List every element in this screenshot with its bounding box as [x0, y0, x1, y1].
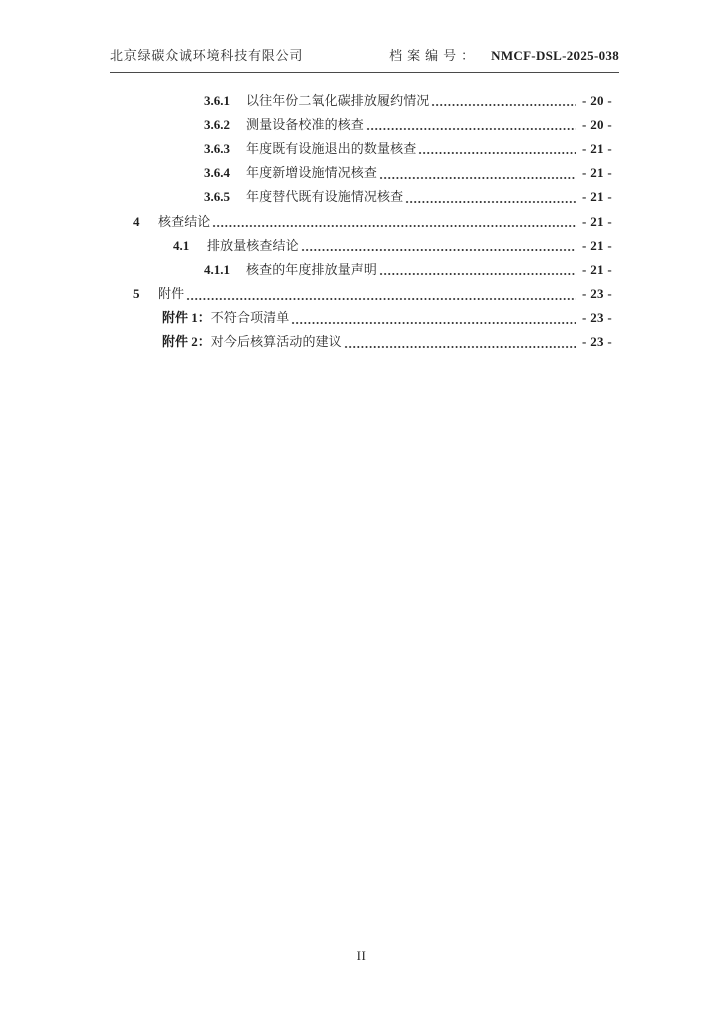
page-footer — [0, 948, 723, 964]
toc-entry-page: - 23 - — [582, 310, 612, 326]
toc — [110, 88, 617, 354]
toc-row — [110, 112, 617, 136]
toc-entry-number: 3.6.4 — [204, 165, 230, 181]
header-company-name: 北京绿碳众诚环境科技有限公司 — [110, 48, 304, 63]
toc-entry-page: - 23 - — [582, 286, 612, 302]
toc-entry-page: - 21 - — [582, 140, 612, 156]
footer-page-number: II — [356, 948, 367, 963]
page-header — [110, 48, 619, 73]
toc-entry-page: - 21 - — [582, 189, 612, 205]
toc-entry-page: - 21 - — [582, 261, 612, 277]
toc-entry-number: 3.6.1 — [204, 92, 230, 108]
toc-row — [110, 209, 617, 233]
dot-leader — [186, 282, 576, 306]
toc-entry-number: 3.6.3 — [204, 140, 230, 156]
toc-entry-title: 核查结论 — [158, 213, 211, 229]
toc-row — [110, 282, 617, 306]
dot-leader — [366, 112, 576, 136]
toc-entry-title: 对今后核算活动的建议 — [210, 334, 342, 350]
toc-row — [110, 257, 617, 281]
toc-entry-title: 不符合项清单 — [210, 310, 290, 326]
doc-number-value: NMCF-DSL-2025-038 — [491, 48, 619, 63]
doc-number-label: 档案编号： — [389, 48, 480, 63]
toc-entry-title: 附件 — [158, 286, 185, 302]
toc-entry-number: 3.6.5 — [204, 189, 230, 205]
toc-entry-page: - 21 - — [582, 213, 612, 229]
toc-row — [110, 136, 617, 160]
toc-entry-title: 年度既有设施退出的数量核查 — [246, 140, 417, 156]
toc-entry-number: 3.6.2 — [204, 116, 230, 132]
toc-row — [110, 185, 617, 209]
toc-entry-title: 以往年份二氧化碳排放履约情况 — [246, 92, 430, 108]
toc-entry-number: 附件 2： — [162, 334, 211, 350]
toc-entry-title: 年度替代既有设施情况核查 — [246, 189, 404, 205]
toc-row — [110, 88, 617, 112]
toc-entry-title: 测量设备校准的核查 — [246, 116, 364, 132]
toc-entry-page: - 23 - — [582, 334, 612, 350]
toc-entry-title: 年度新增设施情况核查 — [246, 165, 378, 181]
toc-entry-number: 5 — [133, 286, 140, 302]
toc-row — [110, 330, 617, 354]
dot-leader — [405, 185, 576, 209]
toc-entry-number: 4.1 — [173, 237, 190, 253]
dot-leader — [212, 209, 576, 233]
toc-entry-page: - 21 - — [582, 165, 612, 181]
toc-row — [110, 161, 617, 185]
toc-entry-title: 核查的年度排放量声明 — [246, 261, 378, 277]
toc-entry-title: 排放量核查结论 — [207, 237, 299, 253]
toc-row — [110, 306, 617, 330]
toc-entry-number: 4 — [133, 213, 140, 229]
toc-entry-page: - 20 - — [582, 116, 612, 132]
dot-leader — [379, 257, 576, 281]
toc-row — [110, 233, 617, 257]
dot-leader — [379, 161, 576, 185]
toc-entry-number: 4.1.1 — [204, 261, 230, 277]
dot-leader — [418, 136, 576, 160]
toc-entry-page: - 21 - — [582, 237, 612, 253]
toc-entry-page: - 20 - — [582, 92, 612, 108]
toc-entry-number: 附件 1： — [162, 310, 211, 326]
header-doc-number — [389, 48, 619, 63]
dot-leader — [291, 306, 576, 330]
dot-leader — [344, 330, 576, 354]
dot-leader — [431, 88, 576, 112]
dot-leader — [301, 233, 576, 257]
